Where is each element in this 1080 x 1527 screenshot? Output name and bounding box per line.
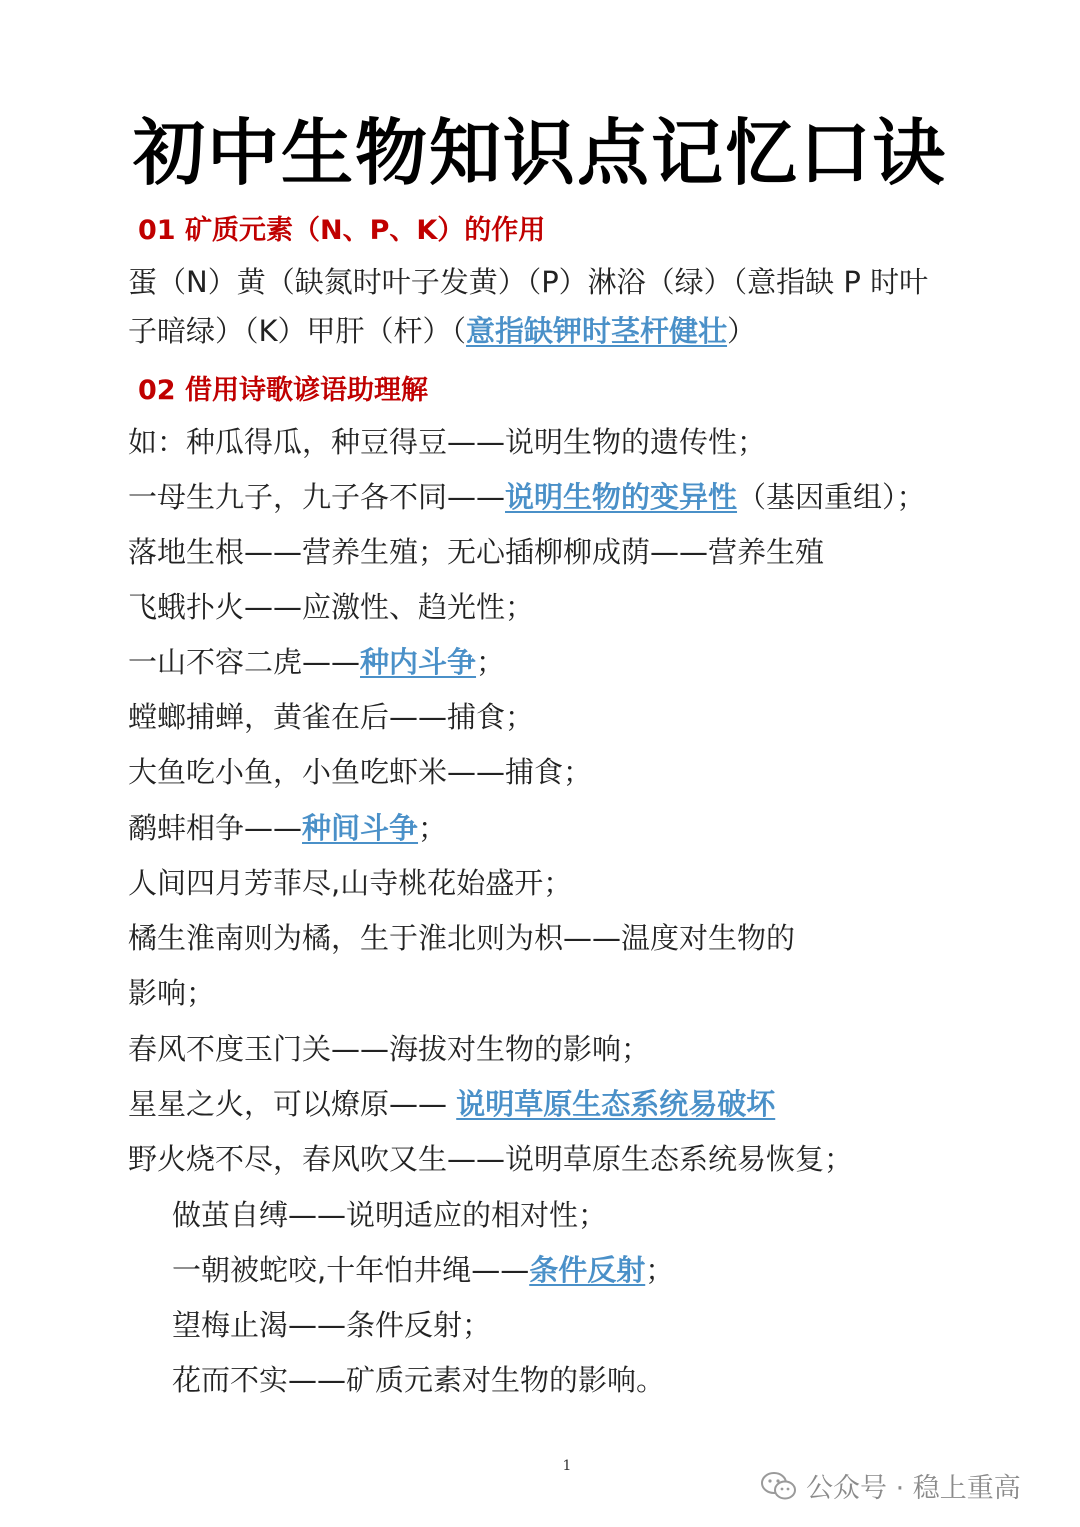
text-line: 影响； [128,976,216,1010]
text-line: 如：种瓜得瓜，种豆得豆——说明生物的遗传性； [128,425,767,459]
section-heading-1: 01 矿质元素（N、P、K）的作用 [138,215,546,246]
text-segment: 星星之火，可以燎原—— [128,1087,457,1121]
text-line: 橘生淮南则为橘，生于淮北则为枳——温度对生物的 [128,921,796,955]
text-line: 飞蛾扑火——应激性、趋光性； [128,590,535,624]
wechat-icon [760,1471,798,1501]
text-line: 螳螂捕蝉，黄雀在后——捕食； [128,700,535,734]
highlight-text: 种间斗争 [302,811,419,845]
page-number: 1 [562,1458,572,1474]
highlight-text: 条件反射 [529,1253,646,1287]
text-line [128,808,447,848]
highlight-text: 种内斗争 [360,645,477,679]
text-line: 大鱼吃小鱼，小鱼吃虾米——捕食； [128,755,593,789]
text-line: 做茧自缚——说明适应的相对性； [172,1198,608,1232]
text-segment: ； [418,811,448,845]
text-line: 望梅止渴——条件反射； [172,1308,492,1342]
text-segment: ； [645,1253,675,1287]
text-line: 蛋（N）黄（缺氮时叶子发黄）（P）淋浴（绿）（意指缺 P 时叶 [128,265,929,299]
text-line: 人间四月芳菲尽,山寺桃花始盛开； [128,866,573,900]
highlight-text: 意指缺钾时茎杆健壮 [466,314,728,348]
text-line [128,642,505,682]
text-line: 春风不度玉门关——海拔对生物的影响； [128,1032,651,1066]
text-segment: ） [727,314,757,348]
text-segment: ； [476,645,506,679]
text-line [172,1250,674,1290]
text-line: 花而不实——矿质元素对生物的影响。 [172,1363,666,1397]
text-segment: 鹬蚌相争—— [128,811,303,845]
text-segment: （基因重组）； [737,480,926,514]
text-segment: 一母生九子，九子各不同—— [128,480,506,514]
highlight-text: 说明草原生态系统易破坏 [456,1087,776,1121]
section-heading-2: 02 借用诗歌谚语助理解 [138,375,428,406]
text-segment: 子暗绿）（K）甲肝（杆）（ [128,314,467,348]
text-segment: 一朝被蛇咬,十年怕井绳—— [172,1253,530,1287]
text-line [128,1084,775,1124]
text-line [128,311,756,351]
highlight-text: 说明生物的变异性 [505,480,738,514]
text-segment: 一山不容二虎—— [128,645,361,679]
watermark-text: 公众号 · 稳上重高 [806,1473,1021,1504]
watermark [760,1466,1021,1505]
page-title: 初中生物知识点记忆口诀 [132,111,947,195]
text-line: 落地生根——营养生殖；无心插柳柳成荫——营养生殖 [128,535,825,569]
text-line [128,477,926,517]
text-line: 野火烧不尽，春风吹又生——说明草原生态系统易恢复； [128,1142,854,1176]
